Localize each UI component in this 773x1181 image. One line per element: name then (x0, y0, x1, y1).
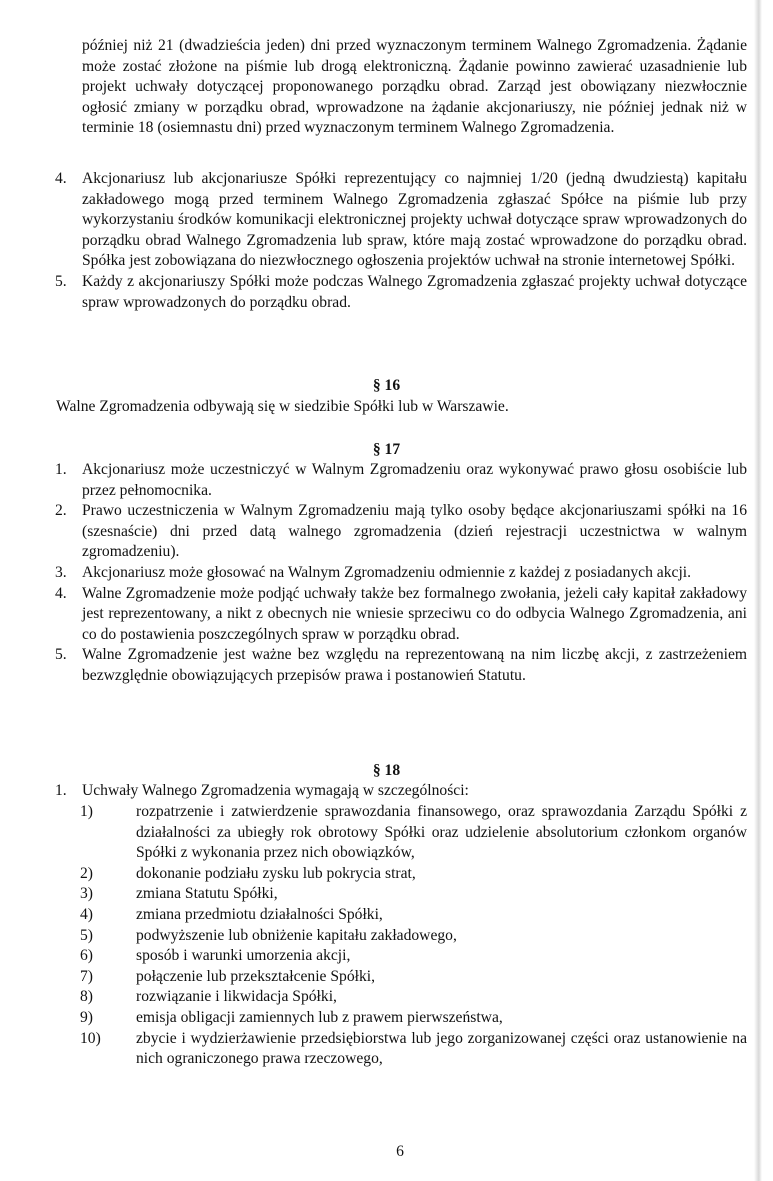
list-item-text: Akcjonariusz może uczestniczyć w Walnym Zgromadzeniu oraz wykonywać prawo głosu osobiście lub przez pełnomocnika. (82, 461, 747, 499)
sublist-item-text: dokonanie podziału zysku lub pokrycia strat, (136, 864, 416, 882)
sublist-number: 3) (80, 885, 93, 903)
list-item (55, 645, 747, 686)
page-edge-shadow (754, 0, 762, 1181)
list-item (55, 584, 747, 646)
section-17-list (55, 460, 747, 687)
sublist-number: 9) (80, 1008, 93, 1026)
page-number: 6 (396, 1143, 404, 1160)
sublist-item (80, 987, 747, 1008)
list-item-text: Każdy z akcjonariuszy Spółki może podczas Walnego Zgromadzenia zgłaszać projekty uchwał dotyczące spraw wprowadzonych do porządku obrad. (82, 272, 747, 311)
list-number: 5. (55, 646, 67, 664)
list-number: 5. (55, 272, 67, 290)
list-item (55, 169, 747, 272)
list-item-text: Walne Zgromadzenie może podjąć uchwały także bez formalnego zwołania, jeżeli cały kapitał zakładowy jest reprezentowany, a nikt z obecnych nie wniesie sprzeciwu co do odbycia Walnego Zgromadzenia, ani co do postawienia poszczególnych spraw w porządku obrad. (82, 584, 747, 643)
sublist-number: 4) (80, 905, 93, 923)
list-number: 1. (55, 782, 67, 799)
list-item (55, 501, 747, 563)
sublist-number: 7) (80, 967, 93, 985)
sublist-item (80, 1008, 747, 1029)
sublist-item (80, 967, 747, 988)
list-item-text: Akcjonariusz może głosować na Walnym Zgromadzeniu odmiennie z każdej z posiadanych akcji. (82, 563, 692, 581)
list-item-text: Akcjonariusz lub akcjonariusze Spółki reprezentujący co najmniej 1/20 (jedną dwudziestą) kapitału zakładowego mogą przed terminem Walnego Zgromadzenia zgłaszać Spółce na piśmie lub przy wykorzystaniu środków komunikacji elektronicznej projekty uchwał dotyczące spraw wprowadzonych do porządku obrad Walnego Zgromadzenia lub spraw, które mają zostać wprowadzone do porządku obrad. Spółka jest zobowiązana do niezwłocznego ogłoszenia projektów uchwał na stronie internetowej Spółki. (82, 170, 747, 270)
sublist-item-text: zmiana Statutu Spółki, (136, 885, 278, 903)
list-item-text: Uchwały Walnego Zgromadzenia wymagają w szczególności: (82, 782, 469, 799)
sublist-item-text: emisja obligacji zamiennych lub z prawem pierwszeństwa, (136, 1008, 503, 1026)
list-number: 3. (55, 563, 67, 581)
sublist-item-text: rozwiązanie i likwidacja Spółki, (136, 988, 337, 1006)
list-number: 4. (55, 584, 67, 602)
sublist-number: 2) (80, 864, 93, 882)
sublist-number: 8) (80, 988, 93, 1006)
section-16-text: Walne Zgromadzenia odbywają się w siedzibie Spółki lub w Warszawie. (56, 398, 509, 415)
section-18-sublist (80, 802, 747, 1070)
sublist-number: 5) (80, 926, 93, 944)
list-number: 1. (55, 461, 67, 478)
list-item (55, 781, 747, 802)
list-item (55, 272, 747, 313)
sublist-item (80, 1029, 747, 1070)
list-item-text: Walne Zgromadzenie jest ważne bez względu na reprezentowaną na nim liczbę akcji, z zastrzeżeniem bezwzględnie obowiązujących przepisów prawa i postanowień Statutu. (82, 646, 747, 684)
sublist-number: 10) (80, 1029, 101, 1047)
sublist-item-text: zmiana przedmiotu działalności Spółki, (136, 905, 383, 923)
sublist-item-text: podwyższenie lub obniżenie kapitału zakładowego, (136, 926, 457, 944)
sublist-item-text: rozpatrzenie i zatwierdzenie sprawozdania finansowego, oraz sprawozdania Zarządu Spółki z działalności za ubiegły rok obrotowy Spółki oraz udzielenie absolutorium członkom organów Spółki z wykonania przez nich obowiązków, (136, 803, 747, 862)
sublist-item-text: sposób i warunki umorzenia akcji, (136, 947, 351, 965)
continued-list (55, 169, 747, 313)
list-number: 4. (55, 170, 67, 187)
continued-paragraph: później niż 21 (dwadzieścia jeden) dni przed wyznaczonym terminem Walnego Zgromadzenia. Żądanie może zostać złożone na piśmie lub drogą elektroniczną. Żądanie powinno zawierać uzasadnienie lub projekt uchwały dotyczącej proponowanego porządku obrad. Zarząd jest obowiązany niezwłocznie ogłosić zmiany w porządku obrad, wprowadzone na żądanie akcjonariuszy, nie później jednak niż w terminie 18 (osiemnastu dni) przed wyznaczonym terminem Walnego Zgromadzenia. (82, 37, 747, 137)
section-18-list (55, 781, 747, 802)
sublist-item-text: zbycie i wydzierżawienie przedsiębiorstwa lub jego zorganizowanej części oraz ustanowienie na nich ograniczonego prawa rzeczowego, (136, 1029, 747, 1068)
list-item (55, 460, 747, 501)
list-item (55, 563, 747, 584)
list-number: 2. (55, 502, 67, 520)
list-item-text: Prawo uczestniczenia w Walnym Zgromadzeniu mają tylko osoby będące akcjonariuszami spółki na 16 (szesnaście) dni przed datą walnego zgromadzenia (dzień rejestracji uczestnictwa w walnym zgromadzeniu). (82, 502, 747, 561)
section-heading-16: § 16 (372, 377, 401, 394)
section-heading-18: § 18 (372, 762, 401, 779)
sublist-number: 6) (80, 947, 93, 965)
sublist-item (80, 905, 747, 926)
sublist-item-text: połączenie lub przekształcenie Spółki, (136, 967, 376, 985)
sublist-item (80, 884, 747, 905)
sublist-item (80, 802, 747, 864)
sublist-item (80, 864, 747, 885)
section-heading-17: § 17 (372, 441, 401, 458)
sublist-number: 1) (80, 803, 93, 820)
sublist-item (80, 926, 747, 947)
sublist-item (80, 946, 747, 967)
